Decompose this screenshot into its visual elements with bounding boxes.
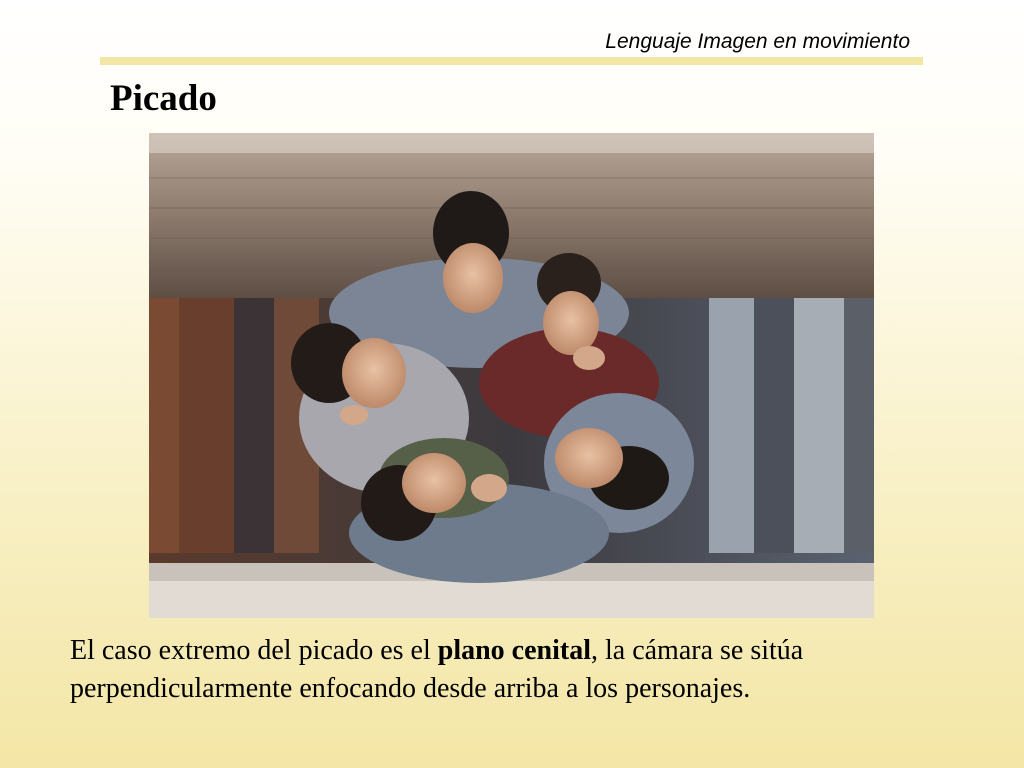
header-subtitle: Lenguaje Imagen en movimiento: [605, 30, 910, 53]
body-text-after: , la cámara se sitúa perpendicularmente enfocando desde arriba a los personajes.: [70, 635, 804, 704]
slide-title: Picado: [110, 78, 217, 119]
photo-high-angle-group: [149, 133, 874, 618]
body-text-before: El caso extremo del picado es el: [70, 635, 438, 666]
body-text-bold-term: plano cenital: [437, 635, 591, 666]
header-divider: [100, 57, 923, 65]
body-paragraph: [70, 632, 990, 708]
